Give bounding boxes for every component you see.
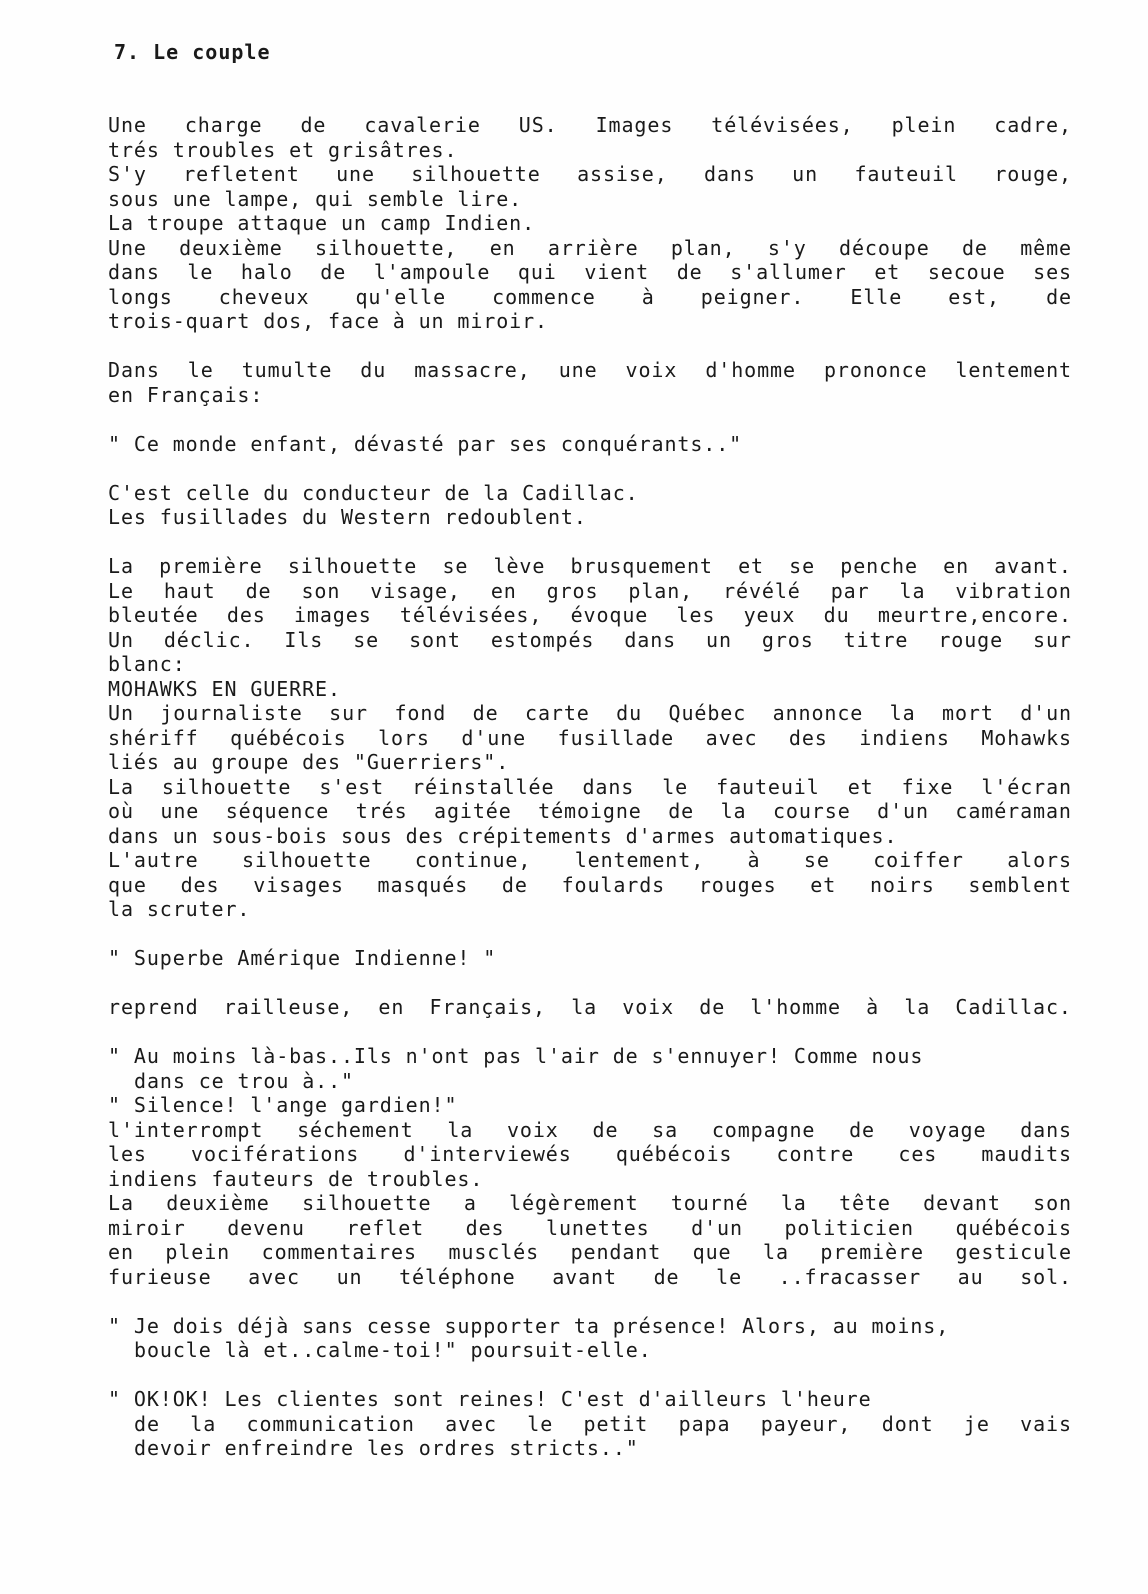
word: fauteuil [854, 162, 958, 186]
word: visages [253, 872, 344, 897]
word: fond [394, 701, 447, 725]
word: pendant [570, 1240, 662, 1264]
word: silhouette [161, 774, 292, 799]
word: d'un [691, 1215, 743, 1240]
word: furieuse [108, 1264, 212, 1289]
text-line [108, 848, 1072, 873]
word: rouge [938, 627, 1004, 652]
word: séquence [225, 799, 330, 823]
word: de [592, 1117, 619, 1142]
word: son [301, 578, 341, 603]
word: découpe [839, 235, 930, 260]
word: devenu [227, 1215, 305, 1240]
text-line [108, 1216, 1072, 1241]
text-line [108, 1240, 1072, 1265]
word: bleutée [108, 603, 199, 627]
word: et [874, 260, 901, 284]
word: le [716, 1264, 743, 1289]
word: a [463, 1191, 477, 1215]
text-line: blanc: [108, 652, 186, 676]
word: silhouette [287, 554, 418, 578]
text-line: dans ce trou à.." [134, 1068, 354, 1093]
word: Un [108, 701, 134, 725]
word: télévisées, [711, 113, 854, 137]
word: vociférations [191, 1142, 360, 1166]
text-line [108, 285, 1072, 310]
word: politicien [784, 1215, 914, 1240]
word: Ils [284, 627, 324, 652]
word: compagne [711, 1117, 816, 1142]
word: petit [583, 1411, 649, 1436]
word: dont [881, 1411, 934, 1436]
word: avec [705, 725, 758, 750]
word: des [226, 603, 266, 627]
word: un [336, 1264, 363, 1289]
paragraph [108, 432, 1072, 457]
text-line: boucle là et..calme-toi!" poursuit-elle. [134, 1338, 652, 1362]
text-line: Les fusillades du Western redoublent. [108, 505, 587, 529]
word: arrière [547, 235, 639, 260]
text-line: sous une lampe, qui semble lire. [108, 186, 523, 211]
word: une [336, 162, 375, 186]
word: mort [942, 701, 994, 725]
word: vient [584, 260, 650, 284]
word: tête [839, 1191, 891, 1215]
word: même [1020, 235, 1072, 260]
word: la [763, 1240, 789, 1264]
word: l'ampoule [373, 260, 491, 284]
text-line [108, 162, 1072, 187]
text-line [108, 701, 1072, 726]
word: la [889, 701, 916, 725]
word: la [571, 995, 598, 1019]
word: cheveux [218, 284, 310, 309]
word: une [558, 358, 598, 382]
word: ses [1033, 260, 1072, 284]
word: et [847, 774, 874, 799]
word: meurtre,encore. [877, 603, 1072, 627]
word: qu'elle [355, 284, 447, 309]
word: à [866, 995, 880, 1019]
word: téléphone [399, 1264, 516, 1289]
text-line [108, 358, 1072, 383]
word: réinstallée [412, 774, 555, 799]
word: charge [184, 113, 263, 137]
word: lors [378, 725, 430, 750]
text-line [108, 1265, 1072, 1290]
text-line: " Ce monde enfant, dévasté par ses conquérants.." [108, 431, 743, 456]
paragraph [108, 1044, 1072, 1289]
word: papa [678, 1411, 731, 1436]
word: séchement [297, 1117, 414, 1142]
word: la [447, 1117, 474, 1142]
word: tourné [670, 1191, 749, 1215]
word: la [904, 995, 931, 1019]
word: sa [652, 1117, 679, 1142]
word: miroir [108, 1215, 186, 1240]
word: de [134, 1411, 160, 1436]
word: Le [108, 578, 134, 603]
word: se [353, 627, 380, 652]
word: silhouette, [315, 235, 458, 260]
word: d'un [1020, 701, 1072, 725]
word: vibration [955, 578, 1072, 603]
text-line [108, 579, 1072, 604]
word: évoque [570, 603, 649, 627]
word: ..fracasser [778, 1264, 922, 1289]
word: télévisées, [399, 603, 543, 627]
word: se [803, 848, 830, 872]
word: estompés [490, 627, 595, 652]
word: deuxième [166, 1191, 270, 1215]
word: la [780, 1191, 807, 1215]
text-line: MOHAWKS EN GUERRE. [108, 676, 341, 701]
word: carte [525, 701, 590, 725]
word: maudits [981, 1142, 1072, 1166]
word: le [187, 260, 214, 284]
word: la [899, 578, 926, 603]
word: que [108, 872, 147, 897]
word: longs [108, 284, 173, 309]
word: railleuse, [223, 995, 354, 1019]
word: d'un [877, 799, 929, 823]
paragraph [108, 995, 1072, 1020]
word: avec [445, 1411, 497, 1436]
word: de [300, 113, 327, 137]
word: plan, [670, 235, 736, 260]
word: dans [624, 627, 677, 652]
word: plan, [628, 578, 694, 603]
word: avec [248, 1264, 300, 1289]
word: en [108, 1240, 134, 1264]
word: voix [625, 358, 678, 382]
word: les [676, 603, 716, 627]
word: trés [355, 799, 408, 823]
paragraph [108, 358, 1072, 407]
word: plein [165, 1240, 231, 1264]
word: de [320, 260, 347, 284]
text-line [108, 554, 1072, 579]
word: se [789, 554, 816, 578]
word: communication [246, 1411, 415, 1436]
word: silhouette [302, 1191, 432, 1215]
word: semblent [968, 872, 1072, 897]
word: voix [506, 1117, 559, 1142]
word: reprend [108, 995, 199, 1019]
word: gesticule [955, 1240, 1072, 1264]
text-line: La troupe attaque un camp Indien. [108, 211, 536, 235]
word: de [849, 1117, 875, 1142]
word: brusquement [570, 554, 713, 578]
word: avant. [994, 554, 1072, 578]
word: sol. [1020, 1264, 1072, 1289]
word: s'y [767, 235, 807, 260]
text-line: trois-quart dos, face à un miroir. [108, 309, 548, 333]
word: lentement, [574, 848, 705, 872]
text-line [108, 1118, 1072, 1143]
word: de [501, 872, 528, 897]
word: continue, [414, 848, 532, 872]
word: québécois [230, 725, 347, 750]
text-line [108, 628, 1072, 653]
word: peigner. [700, 284, 805, 309]
word: de [668, 799, 695, 823]
text-line: liés au groupe des "Guerriers". [108, 750, 510, 774]
word: par [830, 578, 870, 603]
word: où [108, 799, 134, 823]
word: journaliste [160, 701, 303, 725]
word: course [772, 799, 851, 823]
word: Une [108, 113, 147, 137]
word: le [527, 1411, 554, 1436]
word: cadre, [994, 113, 1072, 137]
word: La [108, 554, 134, 578]
word: lunettes [546, 1215, 650, 1240]
document-body [108, 113, 1072, 1485]
word: s'est [319, 774, 385, 799]
word: voix [622, 995, 675, 1019]
text-line: C'est celle du conducteur de la Cadillac. [108, 480, 639, 505]
word: prononce [823, 358, 928, 382]
word: Québec [668, 701, 747, 725]
word: fixe [901, 774, 954, 799]
word: rouges [698, 872, 777, 897]
word: agitée [434, 799, 512, 823]
word: se [442, 554, 469, 578]
word: halo [240, 260, 293, 284]
word: dans [108, 260, 160, 284]
word: déclic. [163, 627, 255, 652]
text-line: la scruter. [108, 897, 251, 921]
word: devant [923, 1191, 1001, 1215]
word: contre [776, 1142, 855, 1166]
word: haut [163, 578, 216, 603]
word: dans [704, 162, 756, 186]
text-line [108, 236, 1072, 261]
word: rouge, [994, 162, 1072, 186]
word: de [653, 1264, 680, 1289]
word: révélé [723, 578, 801, 603]
text-line [108, 995, 1072, 1020]
word: assise, [577, 162, 668, 186]
word: S'y [108, 162, 147, 186]
word: Elle [850, 284, 903, 309]
word: ces [898, 1142, 938, 1166]
word: au [957, 1264, 984, 1289]
word: La [108, 1191, 134, 1215]
text-line: indiens fauteurs de troubles. [108, 1166, 484, 1191]
word: et [810, 872, 837, 897]
word: commence [492, 284, 596, 309]
word: l'écran [981, 774, 1072, 799]
word: masqués [377, 872, 469, 897]
word: une [160, 799, 200, 823]
word: témoigne [538, 799, 642, 823]
word: québécois [955, 1215, 1072, 1240]
word: visage, [370, 578, 461, 603]
word: qui [517, 260, 557, 284]
word: massacre, [414, 358, 531, 382]
text-line: devoir enfreindre les ordres stricts.." [134, 1436, 639, 1460]
word: images [293, 603, 372, 627]
word: d'une [461, 725, 527, 750]
word: à [747, 848, 761, 872]
word: la [720, 799, 747, 823]
word: un [706, 627, 732, 652]
word: en [943, 554, 970, 578]
word: de [472, 701, 499, 725]
word: Cadillac. [955, 995, 1072, 1019]
text-line: " Silence! l'ange gardien!" [108, 1093, 458, 1117]
word: titre [843, 627, 909, 652]
word: des [180, 872, 220, 897]
word: en [378, 995, 405, 1019]
word: commentaires [261, 1240, 417, 1264]
word: première [159, 554, 263, 578]
word: noirs [869, 872, 935, 897]
word: Dans [108, 358, 160, 382]
word: silhouette [242, 848, 372, 872]
word: fusillade [557, 725, 675, 750]
text-line [108, 113, 1072, 138]
word: caméraman [955, 799, 1072, 823]
word: US. [518, 113, 558, 137]
word: avant [552, 1264, 617, 1289]
text-line: " Je dois déjà sans cesse supporter ta présence! Alors, au moins, [108, 1313, 950, 1338]
text-line [108, 1412, 1072, 1437]
word: l'homme [750, 995, 841, 1019]
word: est, [948, 284, 1000, 309]
word: Français, [429, 995, 546, 1019]
word: Un [108, 627, 134, 652]
word: du [616, 701, 643, 725]
text-line [108, 799, 1072, 824]
word: de [245, 578, 272, 603]
paragraph [108, 1314, 1072, 1363]
section-heading: 7. Le couple [114, 40, 271, 64]
word: légèrement [509, 1191, 639, 1215]
word: l'interrompt [108, 1117, 264, 1142]
word: Images [595, 113, 674, 137]
word: tumulte [241, 358, 333, 382]
word: à [641, 284, 655, 309]
word: fauteuil [716, 774, 820, 799]
text-line [108, 1142, 1072, 1167]
paragraph [108, 113, 1072, 334]
text-line: " Au moins là-bas..Ils n'ont pas l'air de s'ennuyer! Comme nous [108, 1044, 924, 1068]
word: shériff [108, 725, 199, 750]
text-line [108, 873, 1072, 898]
text-line [108, 726, 1072, 751]
paragraph [108, 554, 1072, 922]
text-line: trés troubles et grisâtres. [108, 137, 458, 162]
word: sur [329, 701, 368, 725]
word: dans [1020, 1117, 1072, 1142]
word: Mohawks [981, 725, 1072, 750]
word: du [823, 603, 850, 627]
word: de [676, 260, 703, 284]
word: gros [546, 578, 599, 603]
word: que [692, 1240, 732, 1264]
word: le [662, 774, 689, 799]
word: deuxième [179, 235, 283, 260]
word: première [820, 1240, 924, 1264]
word: lève [493, 554, 546, 578]
word: sur [1033, 627, 1072, 652]
word: musclés [448, 1240, 540, 1264]
word: de [1046, 284, 1072, 309]
word: d'interviewés [403, 1142, 572, 1166]
word: annonce [772, 701, 864, 725]
word: en [489, 235, 516, 260]
paragraph [108, 1387, 1072, 1461]
word: indiens [859, 725, 950, 750]
word: sont [409, 627, 461, 652]
word: gros [761, 627, 814, 652]
word: des [788, 725, 828, 750]
text-line [108, 603, 1072, 628]
word: je [963, 1411, 990, 1436]
text-line: " Superbe Amérique Indienne! " [108, 946, 497, 970]
word: du [360, 358, 387, 382]
word: reflet [346, 1215, 425, 1240]
word: de [961, 235, 988, 260]
word: d'homme [705, 358, 796, 382]
word: L'autre [108, 848, 199, 872]
word: yeux [743, 603, 796, 627]
text-line: en Français: [108, 382, 264, 407]
word: les [108, 1142, 147, 1166]
word: secoue [927, 260, 1006, 284]
word: s'allumer [730, 260, 847, 284]
word: la [190, 1411, 217, 1436]
word: dans [582, 774, 635, 799]
paragraph [108, 946, 1072, 971]
text-line [108, 1191, 1072, 1216]
word: en [490, 578, 517, 603]
word: un [792, 162, 819, 186]
word: payeur, [760, 1411, 852, 1436]
word: plein [891, 113, 957, 137]
word: le [187, 358, 214, 382]
text-line: dans un sous-bois sous des crépitements d'armes automatiques. [108, 823, 898, 848]
text-line: " OK!OK! Les clientes sont reines! C'est d'ailleurs l'heure [108, 1387, 872, 1411]
word: québécois [615, 1142, 733, 1166]
word: silhouette [411, 162, 541, 186]
word: refletent [183, 162, 300, 186]
word: des [465, 1215, 505, 1240]
text-line [108, 775, 1072, 800]
word: vais [1020, 1411, 1072, 1436]
word: voyage [908, 1117, 987, 1142]
word: de [699, 995, 726, 1019]
word: son [1033, 1191, 1072, 1215]
word: et [738, 554, 764, 578]
word: Une [108, 235, 147, 260]
word: alors [1007, 848, 1072, 872]
word: lentement [955, 358, 1072, 382]
text-line [108, 260, 1072, 285]
word: cavalerie [364, 113, 481, 137]
word: coiffer [873, 848, 964, 872]
word: foulards [561, 872, 666, 897]
word: La [108, 774, 134, 799]
word: penche [840, 554, 918, 578]
paragraph [108, 481, 1072, 530]
